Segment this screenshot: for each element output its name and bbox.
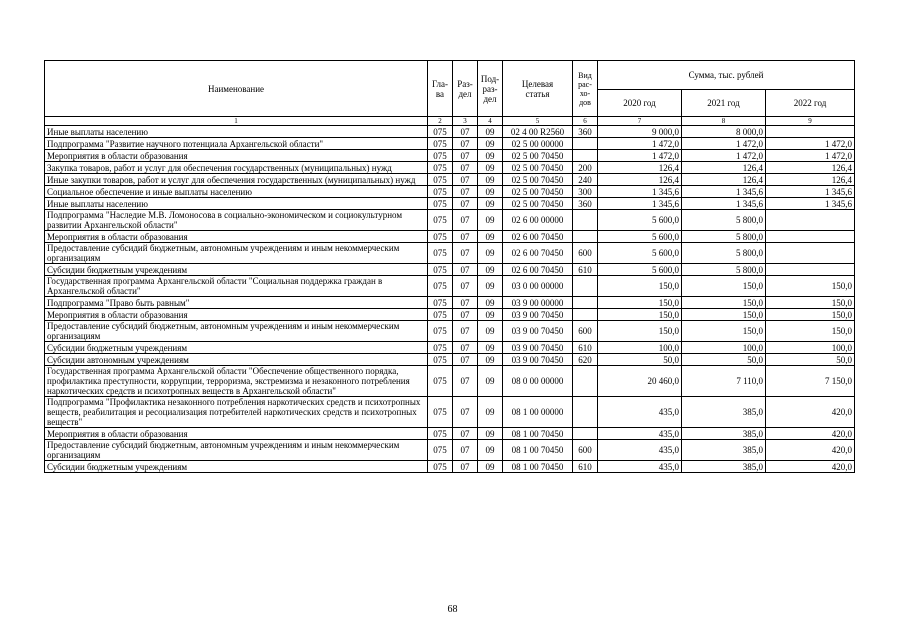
table-row <box>45 342 855 354</box>
cell-target: 02 5 00 70450 <box>503 162 573 174</box>
cell-2020: 1 345,6 <box>598 198 682 210</box>
table-row <box>45 210 855 231</box>
cell-expense-type: 610 <box>573 264 598 276</box>
page-number: 68 <box>447 604 458 615</box>
cell-expense-type: 610 <box>573 461 598 473</box>
cell-2022: 1 472,0 <box>766 150 855 162</box>
cell-subsection: 09 <box>478 354 503 366</box>
cell-target: 02 6 00 70450 <box>503 243 573 264</box>
cell-target: 08 1 00 70450 <box>503 440 573 461</box>
cell-subsection: 09 <box>478 397 503 428</box>
cell-2020: 150,0 <box>598 297 682 309</box>
cell-chapter: 075 <box>428 150 453 162</box>
cell-section: 07 <box>453 210 478 231</box>
header-year-2021: 2021 год <box>682 90 766 117</box>
cell-chapter: 075 <box>428 276 453 297</box>
cell-2022: 150,0 <box>766 309 855 321</box>
cell-name: Предоставление субсидий бюджетным, автономным учреждениям и иным некоммерческим организациям <box>45 243 428 264</box>
cell-target: 08 0 00 00000 <box>503 366 573 397</box>
cell-2022: 150,0 <box>766 276 855 297</box>
cell-chapter: 075 <box>428 186 453 198</box>
table-row <box>45 243 855 264</box>
cell-section: 07 <box>453 150 478 162</box>
cell-expense-type <box>573 210 598 231</box>
table-row <box>45 321 855 342</box>
cell-name: Подпрограмма "Наследие М.В. Ломоносова в социально-экономическом и социокультурном развитии Архангельской области" <box>45 210 428 231</box>
cell-subsection: 09 <box>478 186 503 198</box>
cell-chapter: 075 <box>428 198 453 210</box>
cell-chapter: 075 <box>428 264 453 276</box>
cell-2021: 385,0 <box>682 428 766 440</box>
cell-expense-type: 360 <box>573 126 598 138</box>
cell-expense-type: 600 <box>573 440 598 461</box>
cell-target: 03 9 00 70450 <box>503 342 573 354</box>
cell-section: 07 <box>453 126 478 138</box>
cell-target: 02 6 00 70450 <box>503 264 573 276</box>
cell-expense-type: 200 <box>573 162 598 174</box>
cell-2020: 100,0 <box>598 342 682 354</box>
cell-expense-type: 610 <box>573 342 598 354</box>
cell-target: 03 9 00 70450 <box>503 309 573 321</box>
cell-name: Иные закупки товаров, работ и услуг для обеспечения государственных (муниципальных) нужд <box>45 174 428 186</box>
cell-chapter: 075 <box>428 231 453 243</box>
cell-subsection: 09 <box>478 321 503 342</box>
cell-2021: 5 800,0 <box>682 210 766 231</box>
cell-expense-type: 600 <box>573 243 598 264</box>
cell-section: 07 <box>453 297 478 309</box>
cell-subsection: 09 <box>478 231 503 243</box>
cell-section: 07 <box>453 198 478 210</box>
cell-chapter: 075 <box>428 174 453 186</box>
cell-2021: 50,0 <box>682 354 766 366</box>
table-row <box>45 198 855 210</box>
column-number: 8 <box>682 117 766 126</box>
cell-chapter: 075 <box>428 162 453 174</box>
cell-target: 08 1 00 70450 <box>503 461 573 473</box>
cell-2022: 7 150,0 <box>766 366 855 397</box>
cell-expense-type <box>573 397 598 428</box>
cell-expense-type <box>573 138 598 150</box>
cell-section: 07 <box>453 354 478 366</box>
cell-subsection: 09 <box>478 297 503 309</box>
cell-name: Предоставление субсидий бюджетным, автономным учреждениям и иным некоммерческим организациям <box>45 440 428 461</box>
cell-name: Закупка товаров, работ и услуг для обеспечения государственных (муниципальных) нужд <box>45 162 428 174</box>
cell-section: 07 <box>453 397 478 428</box>
cell-expense-type: 620 <box>573 354 598 366</box>
column-number: 3 <box>453 117 478 126</box>
cell-target: 03 9 00 00000 <box>503 297 573 309</box>
cell-2020: 435,0 <box>598 461 682 473</box>
cell-target: 02 5 00 70450 <box>503 174 573 186</box>
cell-target: 03 0 00 00000 <box>503 276 573 297</box>
cell-2020: 150,0 <box>598 276 682 297</box>
cell-section: 07 <box>453 321 478 342</box>
cell-name: Подпрограмма "Развитие научного потенциала Архангельской области" <box>45 138 428 150</box>
cell-chapter: 075 <box>428 354 453 366</box>
cell-section: 07 <box>453 366 478 397</box>
cell-section: 07 <box>453 186 478 198</box>
table-row <box>45 354 855 366</box>
cell-section: 07 <box>453 440 478 461</box>
cell-subsection: 09 <box>478 264 503 276</box>
cell-2020: 5 600,0 <box>598 264 682 276</box>
column-number-row <box>45 117 855 126</box>
table-row <box>45 397 855 428</box>
cell-2021: 150,0 <box>682 297 766 309</box>
table-row <box>45 126 855 138</box>
cell-2020: 435,0 <box>598 428 682 440</box>
table-row <box>45 162 855 174</box>
cell-subsection: 09 <box>478 126 503 138</box>
cell-section: 07 <box>453 174 478 186</box>
cell-target: 02 6 00 70450 <box>503 231 573 243</box>
cell-2020: 9 000,0 <box>598 126 682 138</box>
column-number: 5 <box>503 117 573 126</box>
cell-chapter: 075 <box>428 440 453 461</box>
cell-2021: 150,0 <box>682 309 766 321</box>
table-row <box>45 174 855 186</box>
cell-2021: 126,4 <box>682 174 766 186</box>
budget-table <box>44 60 855 473</box>
table-row <box>45 231 855 243</box>
cell-expense-type <box>573 231 598 243</box>
cell-2022: 420,0 <box>766 440 855 461</box>
cell-name: Подпрограмма "Право быть равным" <box>45 297 428 309</box>
cell-section: 07 <box>453 264 478 276</box>
table-row <box>45 186 855 198</box>
header-section: Раз- дел <box>453 61 478 117</box>
cell-name: Субсидии бюджетным учреждениям <box>45 264 428 276</box>
cell-2022 <box>766 264 855 276</box>
cell-2020: 1 472,0 <box>598 150 682 162</box>
cell-section: 07 <box>453 162 478 174</box>
cell-name: Мероприятия в области образования <box>45 309 428 321</box>
cell-subsection: 09 <box>478 342 503 354</box>
cell-target: 02 5 00 70450 <box>503 186 573 198</box>
cell-target: 02 4 00 R2560 <box>503 126 573 138</box>
cell-target: 02 5 00 00000 <box>503 138 573 150</box>
cell-name: Государственная программа Архангельской области "Социальная поддержка граждан в Архангельской области" <box>45 276 428 297</box>
cell-target: 03 9 00 70450 <box>503 354 573 366</box>
cell-2020: 5 600,0 <box>598 210 682 231</box>
cell-name: Мероприятия в области образования <box>45 150 428 162</box>
cell-expense-type <box>573 150 598 162</box>
cell-target: 08 1 00 70450 <box>503 428 573 440</box>
cell-2020: 150,0 <box>598 321 682 342</box>
cell-chapter: 075 <box>428 397 453 428</box>
cell-expense-type: 240 <box>573 174 598 186</box>
cell-subsection: 09 <box>478 309 503 321</box>
cell-name: Государственная программа Архангельской области "Обеспечение общественного порядка, профилактика преступности, коррупции, терроризма, экстремизма и незаконного потребления наркотических средств и психотропных веществ в Архангельской области" <box>45 366 428 397</box>
cell-2022: 1 472,0 <box>766 138 855 150</box>
cell-2021: 150,0 <box>682 321 766 342</box>
cell-chapter: 075 <box>428 126 453 138</box>
cell-2020: 5 600,0 <box>598 231 682 243</box>
cell-2022 <box>766 243 855 264</box>
cell-subsection: 09 <box>478 198 503 210</box>
cell-2022: 126,4 <box>766 174 855 186</box>
cell-2021: 385,0 <box>682 440 766 461</box>
cell-expense-type <box>573 366 598 397</box>
cell-2021: 5 800,0 <box>682 243 766 264</box>
cell-2022 <box>766 210 855 231</box>
cell-chapter: 075 <box>428 321 453 342</box>
cell-name: Мероприятия в области образования <box>45 428 428 440</box>
cell-name: Социальное обеспечение и иные выплаты населению <box>45 186 428 198</box>
header-year-2022: 2022 год <box>766 90 855 117</box>
cell-subsection: 09 <box>478 366 503 397</box>
cell-expense-type: 600 <box>573 321 598 342</box>
cell-subsection: 09 <box>478 150 503 162</box>
cell-subsection: 09 <box>478 428 503 440</box>
cell-chapter: 075 <box>428 297 453 309</box>
cell-subsection: 09 <box>478 162 503 174</box>
table-row <box>45 297 855 309</box>
table-row <box>45 150 855 162</box>
cell-2020: 435,0 <box>598 397 682 428</box>
header-target: Целевая статья <box>503 61 573 117</box>
cell-section: 07 <box>453 276 478 297</box>
cell-section: 07 <box>453 231 478 243</box>
cell-2022 <box>766 126 855 138</box>
cell-chapter: 075 <box>428 366 453 397</box>
budget-table-page <box>44 60 854 473</box>
cell-subsection: 09 <box>478 440 503 461</box>
cell-section: 07 <box>453 461 478 473</box>
cell-2020: 435,0 <box>598 440 682 461</box>
cell-2021: 1 472,0 <box>682 150 766 162</box>
cell-2022: 150,0 <box>766 297 855 309</box>
cell-2021: 5 800,0 <box>682 231 766 243</box>
cell-2021: 7 110,0 <box>682 366 766 397</box>
cell-2021: 126,4 <box>682 162 766 174</box>
cell-expense-type: 360 <box>573 198 598 210</box>
cell-name: Иные выплаты населению <box>45 126 428 138</box>
column-number: 6 <box>573 117 598 126</box>
cell-2021: 1 472,0 <box>682 138 766 150</box>
cell-subsection: 09 <box>478 461 503 473</box>
table-row <box>45 309 855 321</box>
cell-subsection: 09 <box>478 210 503 231</box>
cell-subsection: 09 <box>478 276 503 297</box>
cell-2022: 50,0 <box>766 354 855 366</box>
cell-chapter: 075 <box>428 243 453 264</box>
cell-2021: 150,0 <box>682 276 766 297</box>
cell-name: Предоставление субсидий бюджетным, автономным учреждениям и иным некоммерческим организациям <box>45 321 428 342</box>
cell-2022: 126,4 <box>766 162 855 174</box>
cell-subsection: 09 <box>478 243 503 264</box>
cell-2022: 150,0 <box>766 321 855 342</box>
cell-target: 08 1 00 00000 <box>503 397 573 428</box>
cell-name: Иные выплаты населению <box>45 198 428 210</box>
cell-chapter: 075 <box>428 342 453 354</box>
cell-name: Мероприятия в области образования <box>45 231 428 243</box>
cell-2022: 420,0 <box>766 428 855 440</box>
cell-target: 02 6 00 00000 <box>503 210 573 231</box>
cell-2021: 385,0 <box>682 461 766 473</box>
cell-chapter: 075 <box>428 461 453 473</box>
table-row <box>45 276 855 297</box>
cell-2020: 126,4 <box>598 162 682 174</box>
header-year-2020: 2020 год <box>598 90 682 117</box>
cell-2020: 5 600,0 <box>598 243 682 264</box>
table-row <box>45 428 855 440</box>
table-row <box>45 366 855 397</box>
table-row <box>45 264 855 276</box>
cell-section: 07 <box>453 243 478 264</box>
cell-section: 07 <box>453 138 478 150</box>
cell-subsection: 09 <box>478 138 503 150</box>
cell-subsection: 09 <box>478 174 503 186</box>
cell-name: Субсидии автономным учреждениям <box>45 354 428 366</box>
cell-chapter: 075 <box>428 428 453 440</box>
cell-target: 03 9 00 70450 <box>503 321 573 342</box>
cell-2021: 1 345,6 <box>682 198 766 210</box>
header-subsection: Под- раз- дел <box>478 61 503 117</box>
cell-chapter: 075 <box>428 210 453 231</box>
header-name: Наименование <box>45 61 428 117</box>
cell-section: 07 <box>453 428 478 440</box>
column-number: 4 <box>478 117 503 126</box>
cell-2022: 100,0 <box>766 342 855 354</box>
cell-2021: 1 345,6 <box>682 186 766 198</box>
header-chapter: Гла- ва <box>428 61 453 117</box>
header-sum-group: Сумма, тыс. рублей <box>598 61 855 90</box>
table-row <box>45 461 855 473</box>
cell-2022: 1 345,6 <box>766 198 855 210</box>
cell-2022: 1 345,6 <box>766 186 855 198</box>
cell-2021: 8 000,0 <box>682 126 766 138</box>
cell-expense-type <box>573 309 598 321</box>
table-body <box>45 126 855 473</box>
column-number: 1 <box>45 117 428 126</box>
cell-2020: 150,0 <box>598 309 682 321</box>
cell-2020: 50,0 <box>598 354 682 366</box>
cell-target: 02 5 00 70450 <box>503 150 573 162</box>
cell-2021: 100,0 <box>682 342 766 354</box>
cell-2020: 126,4 <box>598 174 682 186</box>
cell-expense-type <box>573 276 598 297</box>
cell-2021: 385,0 <box>682 397 766 428</box>
cell-2020: 1 345,6 <box>598 186 682 198</box>
cell-section: 07 <box>453 309 478 321</box>
cell-name: Субсидии бюджетным учреждениям <box>45 342 428 354</box>
cell-2020: 1 472,0 <box>598 138 682 150</box>
cell-chapter: 075 <box>428 309 453 321</box>
cell-2021: 5 800,0 <box>682 264 766 276</box>
column-number: 2 <box>428 117 453 126</box>
cell-2020: 20 460,0 <box>598 366 682 397</box>
cell-2022 <box>766 231 855 243</box>
cell-expense-type <box>573 428 598 440</box>
header-expense-type: Вид рас- хо- дов <box>573 61 598 117</box>
cell-expense-type: 300 <box>573 186 598 198</box>
cell-2022: 420,0 <box>766 397 855 428</box>
table-row <box>45 440 855 461</box>
column-number: 9 <box>766 117 855 126</box>
cell-name: Субсидии бюджетным учреждениям <box>45 461 428 473</box>
cell-target: 02 5 00 70450 <box>503 198 573 210</box>
table-row <box>45 138 855 150</box>
cell-chapter: 075 <box>428 138 453 150</box>
cell-section: 07 <box>453 342 478 354</box>
column-number: 7 <box>598 117 682 126</box>
cell-expense-type <box>573 297 598 309</box>
cell-name: Подпрограмма "Профилактика незаконного потребления наркотических средств и психотропных веществ, реабилитация и ресоциализация потребителей наркотических средств и психотропных веществ" <box>45 397 428 428</box>
cell-2022: 420,0 <box>766 461 855 473</box>
